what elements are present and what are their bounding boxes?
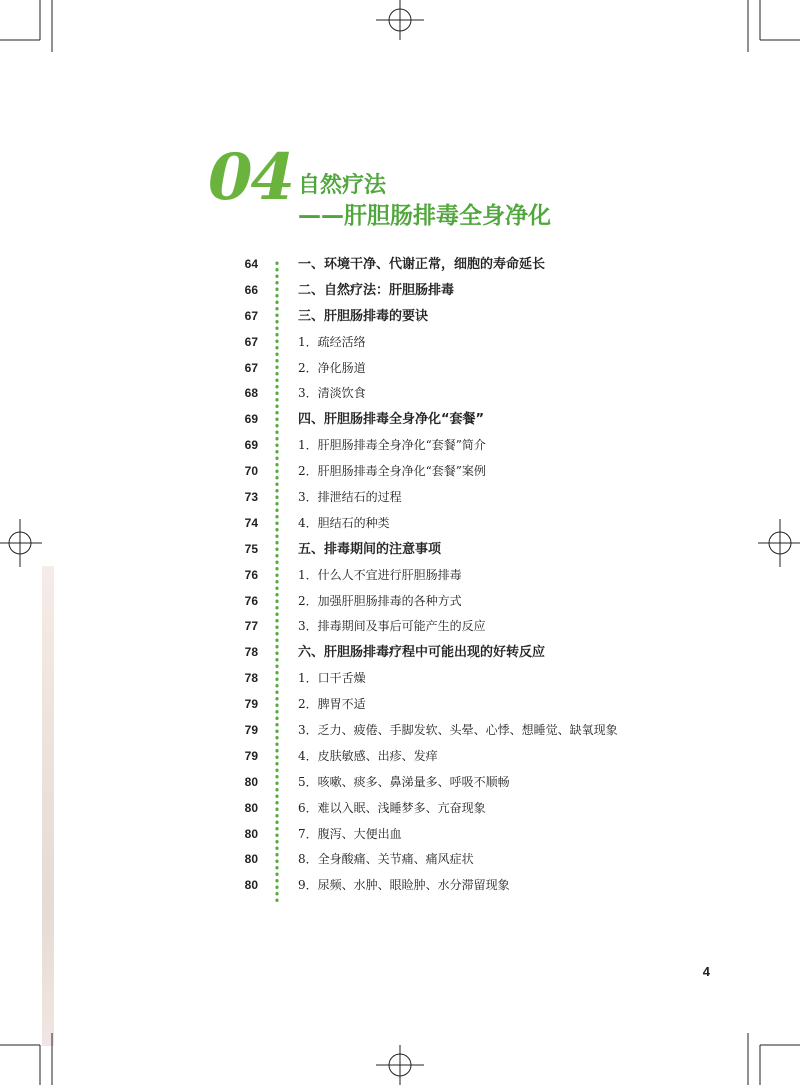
toc-entry-title: 五、排毒期间的注意事项: [298, 541, 442, 557]
registration-mark-left: [0, 505, 45, 585]
toc-entry: [230, 847, 670, 873]
toc-page-number: 78: [244, 645, 258, 660]
toc-page-number: 76: [244, 593, 258, 608]
registration-mark-top: [360, 0, 440, 50]
toc-page-number: 67: [244, 334, 258, 349]
toc-entry: [230, 718, 670, 744]
toc-entry: [230, 278, 670, 304]
toc-entry: [230, 511, 670, 537]
toc-entry-title: 3．排泄结石的过程: [298, 490, 402, 505]
toc-page-number: 67: [244, 308, 258, 323]
toc-entry: [230, 873, 670, 899]
toc-entry-title: 2．净化肠道: [298, 360, 366, 375]
toc-entry-title: 二、自然疗法：肝胆肠排毒: [298, 282, 455, 298]
toc-entry: [230, 356, 670, 382]
toc-page-number: 75: [244, 541, 258, 556]
toc-page-number: 80: [244, 800, 258, 815]
toc-page-number: 80: [244, 774, 258, 789]
toc-entry-title: 4．皮肤敏感、出疹、发痒: [298, 748, 438, 763]
crop-mark-bottom-right: [740, 1025, 800, 1085]
page-number: 4: [702, 964, 710, 979]
table-of-contents: [230, 252, 670, 899]
toc-entry-title: 4．胆结石的种类: [298, 515, 390, 530]
toc-entry: [230, 666, 670, 692]
toc-page-number: 80: [244, 826, 258, 841]
toc-entry-title: 1．什么人不宜进行肝胆肠排毒: [298, 567, 462, 582]
toc-entry: [230, 640, 670, 666]
toc-entry-title: 六、肝胆肠排毒疗程中可能出现的好转反应: [298, 645, 546, 661]
toc-entry: [230, 744, 670, 770]
toc-entry: [230, 770, 670, 796]
toc-entry-title: 1．肝胆肠排毒全身净化“套餐”简介: [298, 438, 486, 453]
toc-entry-title: 四、肝胆肠排毒全身净化“套餐”: [298, 412, 485, 428]
toc-entry: [230, 563, 670, 589]
toc-entry-title: 1．口干舌燥: [298, 671, 366, 686]
toc-page-number: 66: [244, 282, 258, 297]
toc-entry-title: 1．疏经活络: [298, 334, 366, 349]
registration-mark-right: [755, 505, 800, 585]
toc-page-number: 79: [244, 748, 258, 763]
chapter-title-line1: 自然疗法: [298, 173, 387, 198]
toc-page-number: 67: [244, 360, 258, 375]
toc-entry-title: 3．清淡饮食: [298, 386, 366, 401]
chapter-number: 04: [208, 140, 294, 215]
toc-entry-title: 6．难以入眠、浅睡梦多、亢奋现象: [298, 800, 486, 815]
registration-mark-bottom: [360, 1040, 440, 1085]
toc-entry: [230, 485, 670, 511]
toc-entry-title: 一、环境干净、代谢正常，细胞的寿命延长: [298, 257, 546, 272]
toc-entry: [230, 433, 670, 459]
toc-entry-title: 3．排毒期间及事后可能产生的反应: [298, 619, 486, 634]
toc-page-number: 80: [244, 878, 258, 893]
toc-page-number: 73: [244, 490, 258, 505]
toc-entry-title: 9．尿频、水肿、眼睑肿、水分滞留现象: [298, 878, 510, 893]
toc-entry-title: 7．腹泻、大便出血: [298, 826, 402, 841]
toc-entry: [230, 407, 670, 433]
toc-entry: [230, 614, 670, 640]
toc-page-number: 68: [244, 386, 258, 401]
crop-mark-bottom-left: [0, 1025, 60, 1085]
toc-entry-title: 2．加强肝胆肠排毒的各种方式: [298, 593, 462, 608]
toc-entry: [230, 330, 670, 356]
chapter-title: [298, 172, 551, 230]
toc-entry: [230, 692, 670, 718]
toc-entry-title: 2．肝胆肠排毒全身净化“套餐”案例: [298, 464, 486, 479]
toc-entry: [230, 537, 670, 563]
toc-page-number: 64: [244, 257, 258, 271]
toc-page-number: 80: [244, 852, 258, 867]
toc-page-number: 69: [244, 438, 258, 453]
toc-page-number: 69: [244, 412, 258, 427]
side-photo-strip: [42, 566, 54, 1046]
toc-page-number: 77: [244, 619, 258, 634]
toc-entry-title: 8．全身酸痛、关节痛、痛风症状: [298, 852, 474, 867]
toc-entry-title: 三、肝胆肠排毒的要诀: [298, 308, 429, 324]
toc-page-number: 79: [244, 697, 258, 712]
crop-mark-top-right: [740, 0, 800, 60]
toc-page-number: 76: [244, 567, 258, 582]
toc-entry: [230, 589, 670, 615]
toc-entry-title: 2．脾胃不适: [298, 697, 366, 712]
toc-entry: [230, 459, 670, 485]
toc-entry: [230, 381, 670, 407]
toc-page-number: 78: [244, 671, 258, 686]
toc-entry: [230, 796, 670, 822]
chapter-title-line2: ——肝胆肠排毒全身净化: [298, 203, 551, 229]
toc-page-number: 74: [244, 515, 258, 530]
toc-page-number: 79: [244, 723, 258, 738]
crop-mark-top-left: [0, 0, 60, 60]
toc-entry-title: 3．乏力、疲倦、手脚发软、头晕、心悸、想睡觉、缺氧现象: [298, 723, 618, 738]
toc-entry: [230, 822, 670, 848]
toc-page-number: 70: [244, 464, 258, 479]
toc-entry: [230, 304, 670, 330]
toc-entry: [230, 252, 670, 278]
toc-entry-title: 5．咳嗽、痰多、鼻涕量多、呼吸不顺畅: [298, 774, 510, 789]
